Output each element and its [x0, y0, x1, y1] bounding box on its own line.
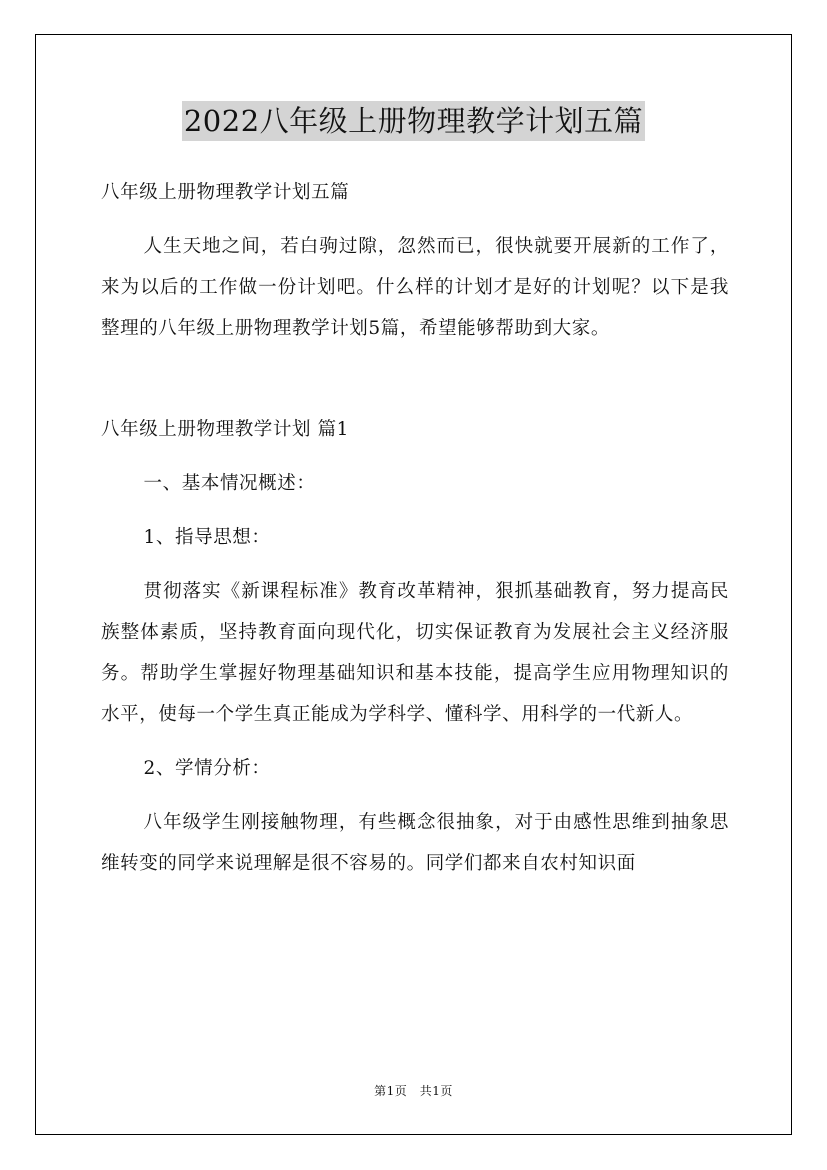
heading-student-analysis: 2、学情分析： [143, 758, 271, 779]
intro-paragraph: 人生天地之间，若白驹过隙，忽然而已，很快就要开展新的工作了，来为以后的工作做一份计划吧。什么样的计划才是好的计划呢？以下是我整理的八年级上册物理教学计划5篇，希望能够帮助到大家。 [101, 236, 729, 339]
page-footer [0, 1083, 827, 1099]
guiding-thought-paragraph: 贯彻落实《新课程标准》教育改革精神，狠抓基础教育，努力提高民族整体素质，坚持教育面向现代化，切实保证教育为发展社会主义经济服务。帮助学生掌握好物理基础知识和基本技能，提高学生应用物理知识的水平，使每一个学生真正能成为学科学、懂科学、用科学的一代新人。 [101, 581, 729, 725]
document-title: 2022八年级上册物理教学计划五篇 [182, 101, 645, 141]
section-heading: 八年级上册物理教学计划 篇1 [101, 419, 350, 440]
student-analysis-paragraph: 八年级学生刚接触物理，有些概念很抽象，对于由感性思维到抽象思维转变的同学来说理解是很不容易的。同学们都来自农村知识面 [101, 812, 729, 874]
document-body [101, 172, 729, 897]
document-subtitle: 八年级上册物理教学计划五篇 [101, 182, 350, 203]
title-area [0, 101, 827, 141]
page-number: 第1页 共1页 [374, 1084, 453, 1098]
heading-guiding-thought: 1、指导思想： [143, 527, 271, 548]
heading-basic-situation: 一、基本情况概述： [143, 473, 316, 494]
